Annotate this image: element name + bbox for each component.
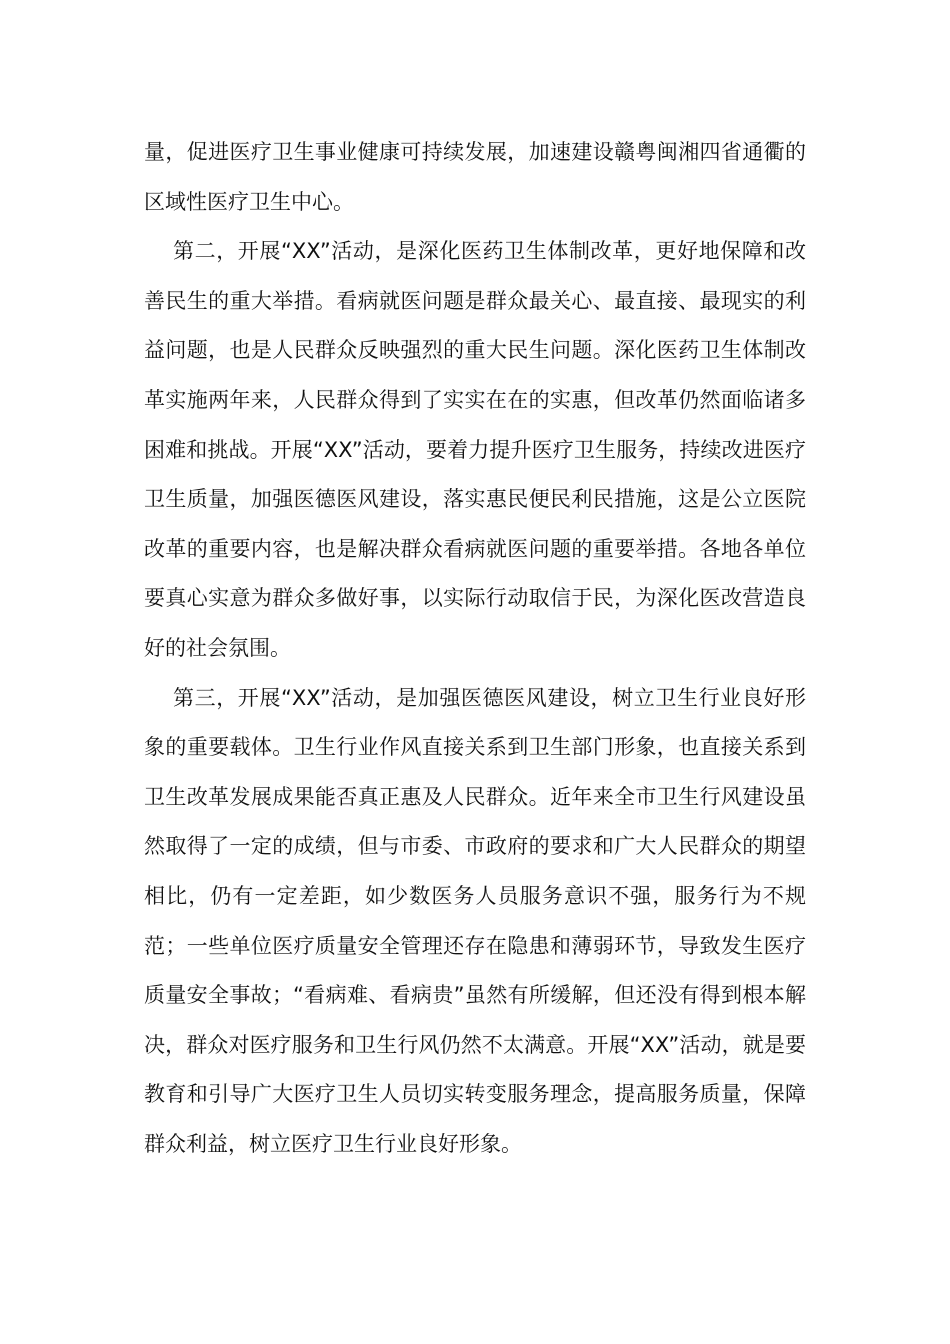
paragraph-third: 第三，开展“XX”活动，是加强医德医风建设，树立卫生行业良好形象的重要载体。卫生行业作风直接关系到卫生部门形象，也直接关系到卫生改革发展成果能否真正惠及人民群众。近年来全市卫生行风建设虽然取得了一定的成绩，但与市委、市政府的要求和广大人民群众的期望相比，仍有一定差距，如少数医务人员服务意识不强，服务行为不规范；一些单位医疗质量安全管理还存在隐患和薄弱环节，导致发生医疗质量安全事故；“看病难、看病贵”虽然有所缓解，但还没有得到根本解决，群众对医疗服务和卫生行风仍然不太满意。开展“XX”活动，就是要教育和引导广大医疗卫生人员切实转变服务理念，提高服务质量，保障群众利益，树立医疗卫生行业良好形象。	[144, 685, 806, 1156]
paragraph-second: 第二，开展“XX”活动，是深化医药卫生体制改革，更好地保障和改善民生的重大举措。看病就医问题是群众最关心、最直接、最现实的利益问题，也是人民群众反映强烈的重大民生问题。深化医药卫生体制改革实施两年来，人民群众得到了实实在在的实惠，但改革仍然面临诸多困难和挑战。开展“XX”活动，要着力提升医疗卫生服务，持续改进医疗卫生质量，加强医德医风建设，落实惠民便民利民措施，这是公立医院改革的重要内容，也是解决群众看病就医问题的重要举措。各地各单位要真心实意为群众多做好事，以实际行动取信于民，为深化医改营造良好的社会氛围。	[144, 239, 806, 660]
body-text	[144, 128, 806, 1169]
paragraph-continuation: 量，促进医疗卫生事业健康可持续发展，加速建设赣粤闽湘四省通衢的区域性医疗卫生中心。	[144, 140, 806, 214]
